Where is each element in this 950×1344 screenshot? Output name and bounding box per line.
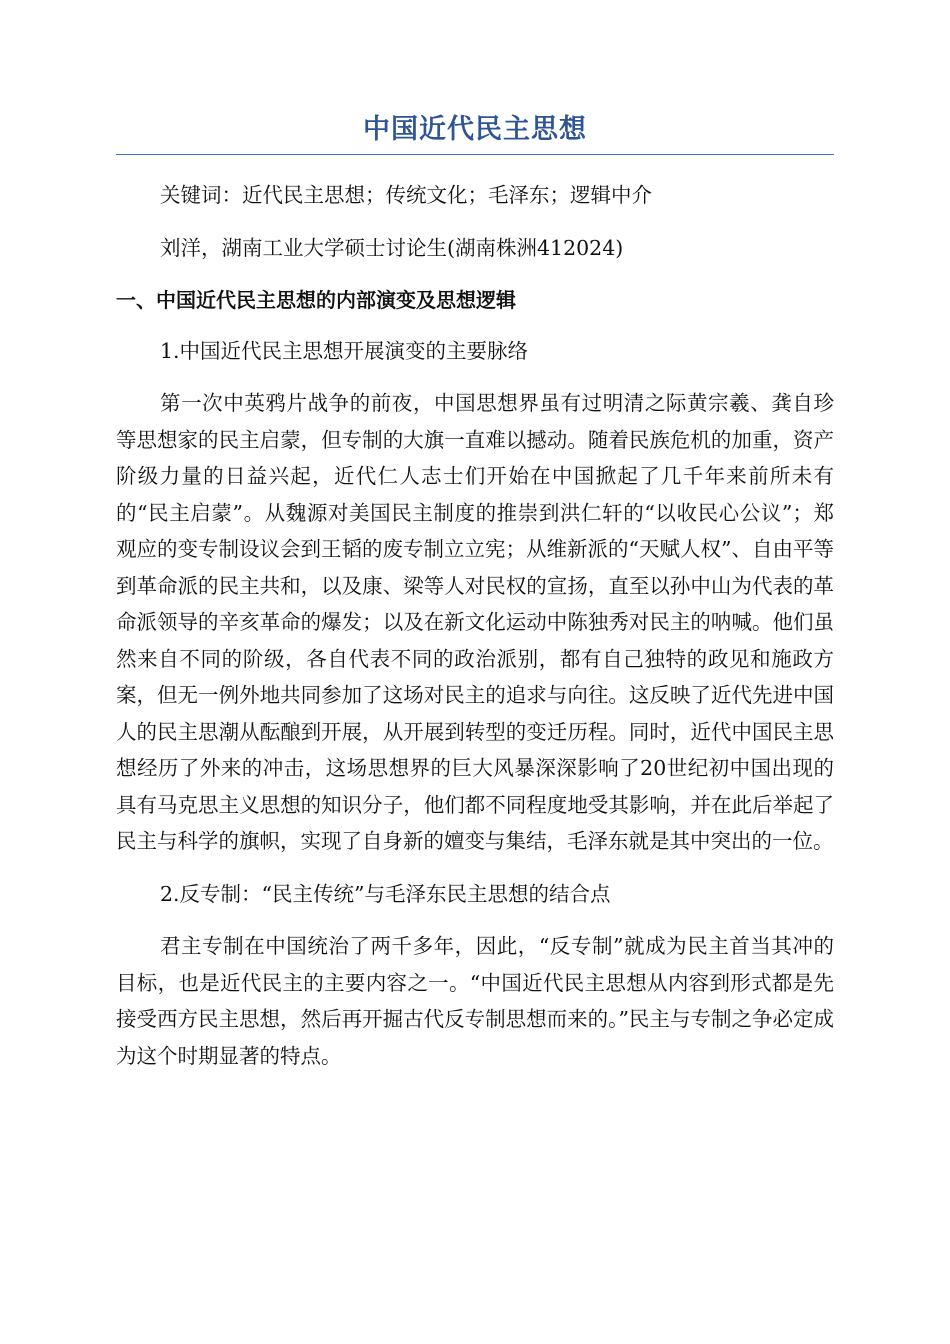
subsection-heading-1: 1.中国近代民主思想开展演变的主要脉络: [160, 338, 529, 363]
document-page: [116, 108, 834, 1074]
keywords-line: 关键词：近代民主思想；传统文化；毛泽东；逻辑中介: [160, 183, 652, 207]
body-paragraph-2: 君主专制在中国统治了两千多年，因此，“反专制”就成为民主首当其冲的目标，也是近代民主的主要内容之一。“中国近代民主思想从内容到形式都是先接受西方民主思想，然后再开掘古代反专制思想而来的。”民主与专制之争必定成为这个时期显著的特点。: [116, 934, 834, 1068]
subsection-heading-2: 2.反专制：“民主传统”与毛泽东民主思想的结合点: [160, 881, 611, 906]
section-heading-1: 一、中国近代民主思想的内部演变及思想逻辑: [116, 288, 516, 312]
document-title: 中国近代民主思想: [363, 114, 587, 145]
body-paragraph-1: 第一次中英鸦片战争的前夜，中国思想界虽有过明清之际黄宗羲、龚自珍等思想家的民主启蒙，但专制的大旗一直难以撼动。随着民族危机的加重，资产阶级力量的日益兴起，近代仁人志士们开始在中国掀起了几千年来前所未有的“民主启蒙”。从魏源对美国民主制度的推崇到洪仁轩的“以收民心公议”；郑观应的变专制设议会到王韬的废专制立立宪；从维新派的“天赋人权”、自由平等到革命派的民主共和，以及康、梁等人对民权的宣扬，直至以孙中山为代表的革命派领导的辛亥革命的爆发；以及在新文化运动中陈独秀对民主的呐喊。他们虽然来自不同的阶级，各自代表不同的政治派别，都有自己独特的政见和施政方案，但无一例外地共同参加了这场对民主的追求与向往。这反映了近代先进中国人的民主思潮从酝酿到开展，从开展到转型的变迁历程。同时，近代中国民主思想经历了外来的冲击，这场思想界的巨大风暴深深影响了20世纪初中国出现的具有马克思主义思想的知识分子，他们都不同程度地受其影响，并在此后举起了民主与科学的旗帜，实现了自身新的嬗变与集结，毛泽东就是其中突出的一位。: [116, 391, 834, 853]
title-underline: [116, 154, 834, 155]
author-line: 刘洋，湖南工业大学硕士讨论生(湖南株洲412024): [160, 235, 624, 260]
